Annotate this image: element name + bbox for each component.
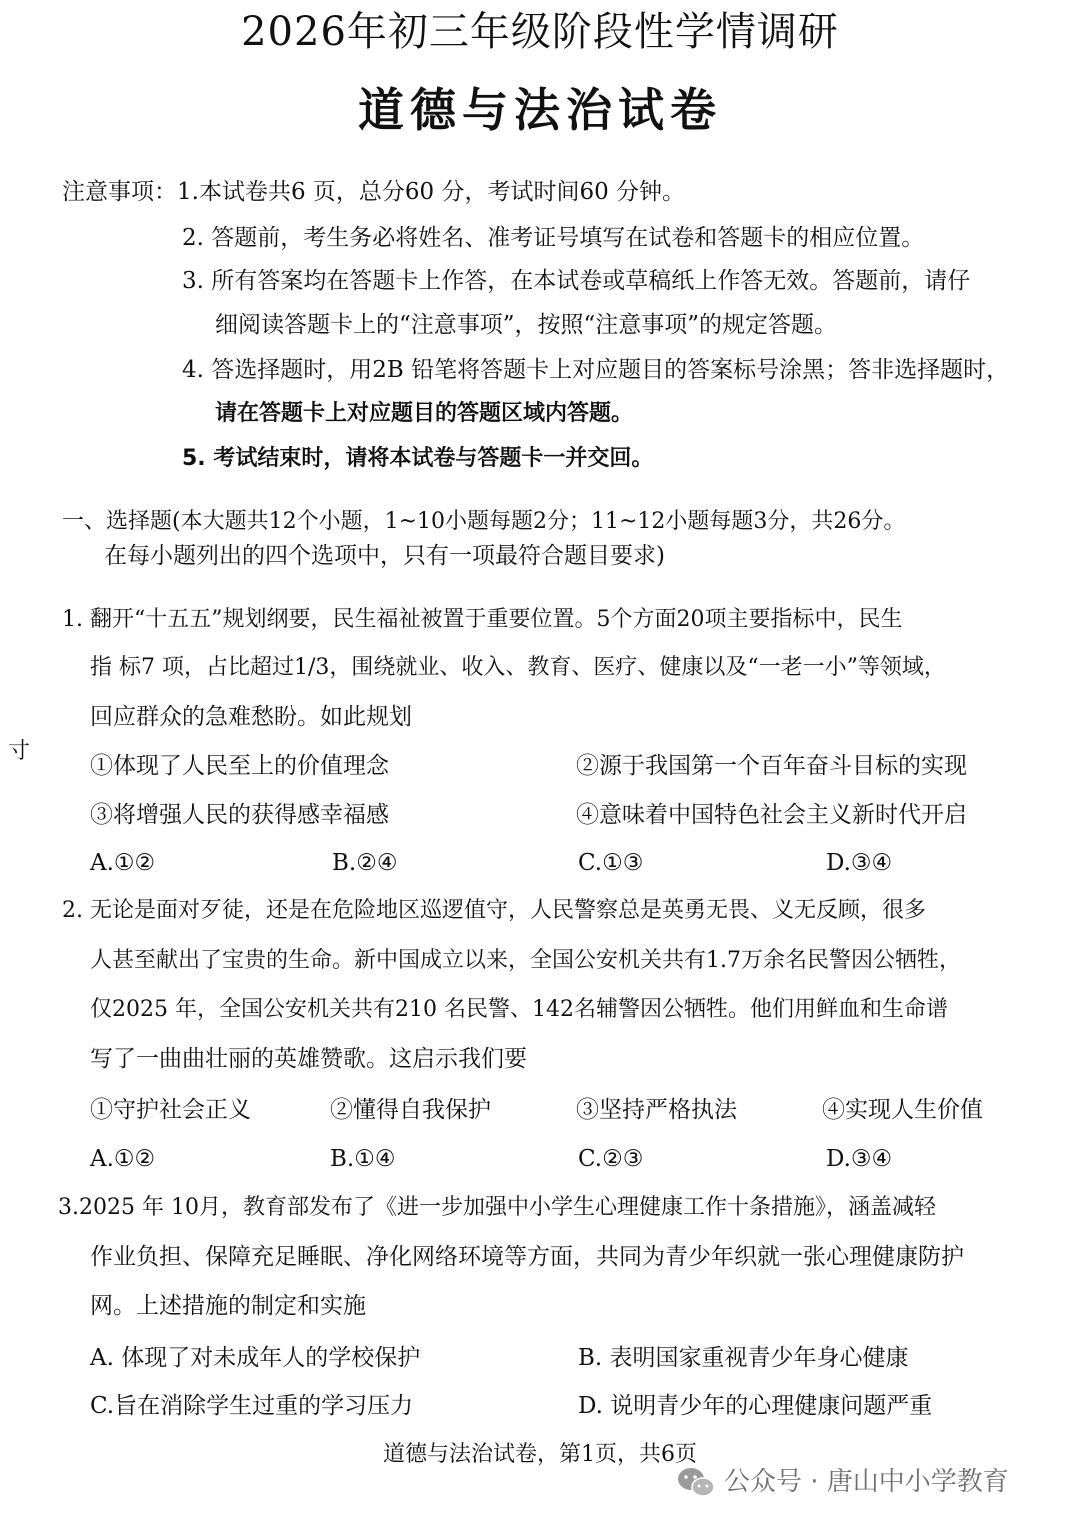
q2-choice-c: C.②③ (578, 1146, 644, 1172)
q1-statement-2: ②源于我国第一个百年奋斗目标的实现 (576, 753, 967, 779)
section-instruction: 在每小题列出的四个选项中，只有一项最符合题目要求) (104, 543, 665, 569)
q1-choice-c: C.①③ (578, 850, 644, 876)
q2-choice-d: D.③④ (826, 1146, 893, 1172)
notice-label: 注意事项： (62, 179, 177, 205)
q2-choice-a: A.①② (90, 1146, 156, 1172)
notice-item-3: 3. 所有答案均在答题卡上作答，在本试卷或草稿纸上作答无效。答题前，请仔 (182, 268, 971, 294)
q2-stem-line-3: 仅2025 年，全国公安机关共有210 名民警、142名辅警因公牺牲。他们用鲜血和生命谱 (90, 997, 948, 1022)
q1-choice-d: D.③④ (826, 850, 893, 876)
wechat-watermark (676, 1462, 1009, 1502)
q1-statement-4: ④意味着中国特色社会主义新时代开启 (576, 802, 967, 828)
q3-choice-b: B. 表明国家重视青少年身心健康 (578, 1345, 909, 1371)
notice-item-1: 1.本试卷共6 页，总分60 分，考试时间60 分钟。 (177, 179, 686, 205)
exam-subject-title: 道德与法治试卷 (358, 83, 722, 137)
margin-mark: 寸 (8, 739, 31, 764)
q1-stem-line-1: 1. 翻开“十五五”规划纲要，民生福祉被置于重要位置。5个方面20项主要指标中，民生 (62, 607, 903, 632)
q2-choice-b: B.①④ (330, 1146, 396, 1172)
section-heading: 一、选择题(本大题共12个小题，1~10小题每题2分；11~12小题每题3分，共26分。 (62, 509, 906, 534)
q2-statement-4: ④实现人生价值 (822, 1097, 983, 1123)
notice-item-4: 4. 答选择题时，用2B 铅笔将答题卡上对应题目的答案标号涂黑；答非选择题时， (182, 357, 1010, 383)
notice-item-4-cont: 请在答题卡上对应题目的答题区域内答题。 (215, 401, 634, 426)
page-footer: 道德与法治试卷，第1页，共6页 (383, 1442, 697, 1467)
q2-statement-3: ③坚持严格执法 (576, 1097, 737, 1123)
notice-item-3-cont: 细阅读答题卡上的“注意事项”，按照“注意事项”的规定答题。 (215, 312, 838, 338)
q3-stem-line-2: 作业负担、保障充足睡眠、净化网络环境等方面，共同为青少年织就一张心理健康防护 (90, 1244, 964, 1270)
exam-title: 2026年初三年级阶段性学情调研 (241, 9, 839, 55)
q3-choice-d: D. 说明青少年的心理健康问题严重 (578, 1393, 933, 1419)
wechat-icon (676, 1465, 716, 1499)
notice-item-2: 2. 答题前，考生务必将姓名、准考证号填写在试卷和答题卡的相应位置。 (182, 225, 925, 251)
notice-line-1 (62, 176, 685, 208)
q1-choice-b: B.②④ (332, 850, 398, 876)
q1-statement-3: ③将增强人民的获得感幸福感 (90, 802, 389, 828)
q3-stem-line-1: 3.2025 年 10月，教育部发布了《进一步加强中小学生心理健康工作十条措施》，涵盖减轻 (58, 1195, 936, 1220)
q3-stem-line-3: 网。上述措施的制定和实施 (90, 1293, 366, 1319)
watermark-text: 公众号 · 唐山中小学教育 (724, 1467, 1009, 1497)
q3-choice-c: C.旨在消除学生过重的学习压力 (90, 1393, 414, 1419)
q1-stem-line-2: 指 标7 项，占比超过1/3，围绕就业、收入、教育、医疗、健康以及“一老一小”等领域， (90, 655, 946, 680)
q3-choice-a: A. 体现了对未成年人的学校保护 (90, 1345, 421, 1371)
q2-stem-line-1: 2. 无论是面对歹徒，还是在危险地区巡逻值守，人民警察总是英勇无畏、义无反顾，很多 (62, 898, 926, 923)
q2-statement-1: ①守护社会正义 (90, 1097, 251, 1123)
q2-stem-line-4: 写了一曲曲壮丽的英雄赞歌。这启示我们要 (90, 1046, 527, 1072)
notice-item-5: 5. 考试结束时，请将本试卷与答题卡一并交回。 (182, 446, 654, 471)
q1-choice-a: A.①② (90, 850, 156, 876)
q2-stem-line-2: 人甚至献出了宝贵的生命。新中国成立以来，全国公安机关共有1.7万余名民警因公牺牲， (90, 948, 961, 973)
q2-statement-2: ②懂得自我保护 (330, 1097, 491, 1123)
q1-stem-line-3: 回应群众的急难愁盼。如此规划 (90, 704, 412, 730)
q1-statement-1: ①体现了人民至上的价值理念 (90, 753, 389, 779)
